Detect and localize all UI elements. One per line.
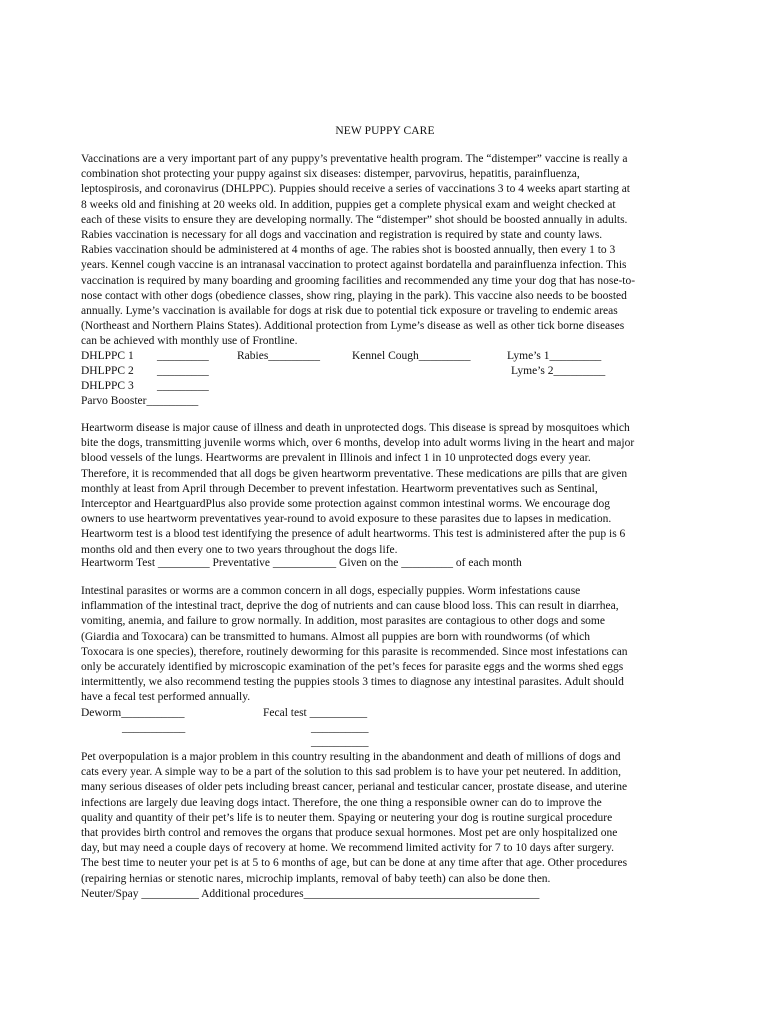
text-line: vaccination is required by many boarding and grooming facilities and recommended any time your dog that has nose-to-	[81, 274, 636, 287]
text-line: Rabies vaccination should be administered at 4 months of age. The rabies shot is boosted annually, then every 1 to 3	[81, 244, 616, 257]
dhlppc3-label: DHLPPC 3	[81, 380, 134, 392]
text-line: inflammation of the intestinal tract, deprive the dog of nutrients and can cause blood loss. This can result in diarrhea,	[81, 600, 619, 613]
fecal-test-field-3[interactable]: __________	[311, 736, 369, 748]
text-line: years. Kennel cough vaccine is an intranasal vaccination to protect against bordatella and parainfluenza infection. This	[81, 259, 627, 272]
lyme2-field[interactable]: Lyme’s 2_________	[511, 365, 606, 377]
text-line: months old and then every one to two years throughout the dogs life.	[81, 543, 398, 556]
text-line: that provides birth control and removes the organs that produce sexual hormones. Most pet are only hospitalized one	[81, 827, 618, 840]
heartworm-fields[interactable]: Heartworm Test _________ Preventative ___________ Given on the _________ of each month	[81, 557, 522, 569]
dhlppc1-field[interactable]: _________	[157, 350, 209, 362]
text-line: nose contact with other dogs (obedience classes, show ring, playing in the park). This vaccine also needs to be boosted	[81, 289, 627, 302]
text-line: intermittently, we also recommend testing the puppies stools 3 times to diagnose any intestinal parasites. Adult should	[81, 676, 624, 689]
text-line: have a fecal test performed annually.	[81, 691, 251, 704]
text-line: vomiting, anemia, and failure to grow normally. In addition, most parasites are contagious to other dogs and some	[81, 615, 605, 628]
text-line: Rabies vaccination is necessary for all dogs and vaccination and registration is required by state and county laws.	[81, 229, 603, 242]
text-line: The best time to neuter your pet is at 5 to 6 months of age, but can be done at any time after that age. Other procedures	[81, 857, 628, 870]
text-line: owners to use heartworm preventatives year-round to avoid exposure to these parasites due to lapses in medication.	[81, 513, 612, 526]
text-line: monthly at least from April through December to prevent infestation. Heartworm preventatives such as Sentinal,	[81, 482, 598, 495]
text-line: annually. Lyme’s vaccination is available for dogs at risk due to potential tick exposure or traveling to endemic areas	[81, 305, 618, 318]
text-line: each of these visits to ensure they are developing normally. The “distemper” shot should be boosted annually in adults.	[81, 213, 628, 226]
text-line: blood vessels of the lungs. Heartworms are prevalent in Illinois and infect 1 in 10 unprotected dogs every year.	[81, 452, 591, 465]
rabies-field[interactable]: Rabies_________	[237, 350, 321, 362]
dhlppc2-label: DHLPPC 2	[81, 365, 134, 377]
text-line: Therefore, it is recommended that all dogs be given heartworm preventative. These medications are pills that are given	[81, 467, 628, 480]
fecal-test-field-2[interactable]: __________	[311, 722, 369, 734]
text-line: leptospirosis, and coronavirus (DHLPPC). Puppies should receive a series of vaccinations 3 to 4 weeks apart starting at	[81, 183, 631, 196]
deworm-field[interactable]: Deworm___________	[81, 707, 185, 719]
lyme1-field[interactable]: Lyme’s 1_________	[507, 350, 602, 362]
kennel-cough-field[interactable]: Kennel Cough_________	[352, 350, 471, 362]
parvo-booster-field[interactable]: Parvo Booster_________	[81, 395, 199, 407]
neuter-paragraph	[81, 750, 693, 887]
neuter-spay-fields[interactable]: Neuter/Spay __________ Additional procedures_________________________________________	[81, 888, 540, 900]
intestinal-paragraph	[81, 584, 693, 706]
text-line: combination shot protecting your puppy against six diseases: distemper, parvovirus, hepatitis, parainfluenza,	[81, 168, 580, 181]
dhlppc3-field[interactable]: _________	[157, 380, 209, 392]
text-line: infections are largely due leaving dogs intact. Therefore, the one thing a responsible owner can do to improve the	[81, 796, 602, 809]
text-line: (Northeast and Northern Plains States). Additional protection from Lyme’s disease as well as other tick borne diseases	[81, 320, 625, 333]
text-line: (repairing hernias or stenotic nares, microchip implants, removal of baby teeth) can also be done then.	[81, 872, 551, 885]
text-line: Interceptor and HeartguardPlus also provide some protection against common intestinal worms. We encourage dog	[81, 498, 610, 511]
text-line: 8 weeks old and finishing at 20 weeks old. In addition, puppies get a complete physical exam and weight checked at	[81, 198, 616, 211]
text-line: Intestinal parasites or worms are a common concern in all dogs, especially puppies. Worm infestations cause	[81, 585, 581, 597]
dhlppc2-field[interactable]: _________	[157, 365, 209, 377]
dhlppc1-label: DHLPPC 1	[81, 350, 134, 362]
text-line: Pet overpopulation is a major problem in this country resulting in the abandonment and death of millions of dogs and	[81, 751, 621, 763]
deworm-field-2[interactable]: ___________	[122, 722, 186, 734]
text-line: Toxocara is one species), therefore, routinely deworming for this parasite is recommended. Since most infestations can	[81, 645, 628, 658]
text-line: Vaccinations are a very important part of any puppy’s preventative health program. The “distemper” vaccine is really a	[81, 153, 628, 165]
text-line: Heartworm test is a blood test identifying the presence of adult heartworms. This test is administered after the pup is 6	[81, 528, 626, 541]
heartworm-paragraph	[81, 421, 693, 558]
text-line: cats every year. A simple way to be a part of the solution to this sad problem is to have your pet neutered. In addition,	[81, 766, 622, 779]
text-line: quality and quantity of their pet’s life is to neuter them. Spaying or neutering your dog is routine surgical procedure	[81, 811, 613, 824]
fecal-test-field[interactable]: Fecal test __________	[263, 707, 368, 719]
text-line: day, but may need a couple days of recovery at home. We recommend limited activity for 7 to 10 days after surgery.	[81, 842, 615, 855]
text-line: (Giardia and Toxocara) can be transmitted to humans. Almost all puppies are born with roundworms (of which	[81, 630, 591, 643]
text-line: bite the dogs, transmitting juvenile worms which, over 6 months, develop into adult worms living in the heart and major	[81, 437, 635, 450]
text-line: many serious diseases of older pets including breast cancer, perianal and testicular cancer, prostate disease, and uterine	[81, 781, 628, 794]
text-line: can be achieved with monthly use of Frontline.	[81, 335, 298, 348]
vaccinations-paragraph	[81, 152, 693, 350]
text-line: only be accurately identified by microscopic examination of the pet’s feces for parasite eggs and the worms shed eggs	[81, 661, 624, 674]
page-title: NEW PUPPY CARE	[335, 125, 435, 137]
text-line: Heartworm disease is major cause of illness and death in unprotected dogs. This disease is spread by mosquitoes which	[81, 422, 630, 434]
